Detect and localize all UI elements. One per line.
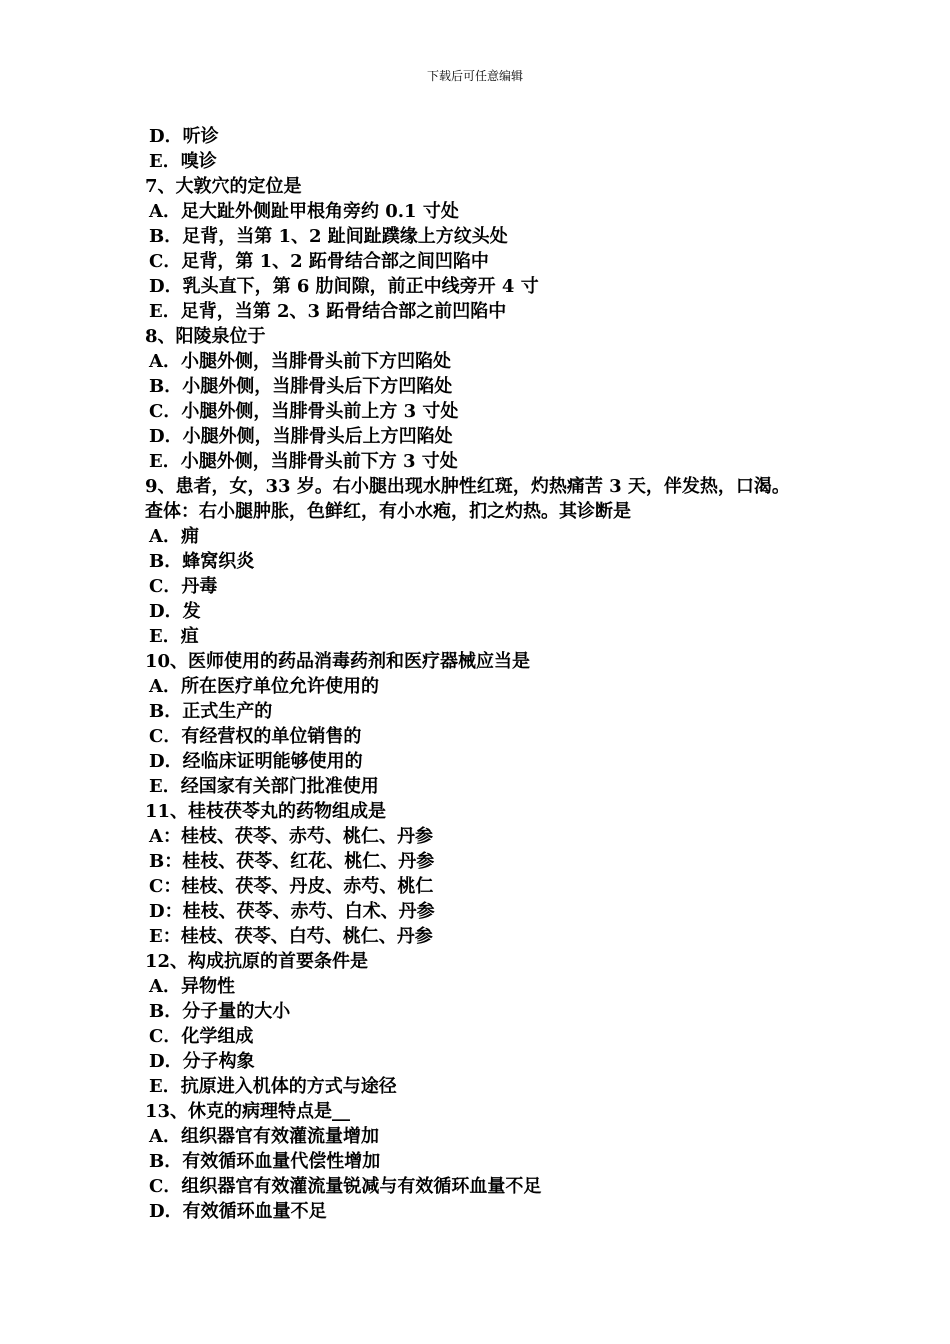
answer-option: A．痈 — [149, 526, 199, 547]
answer-option: E．经国家有关部门批准使用 — [149, 776, 379, 797]
answer-option: C．化学组成 — [149, 1026, 254, 1047]
answer-option: B．正式生产的 — [149, 701, 273, 722]
answer-option: A．所在医疗单位允许使用的 — [149, 676, 379, 697]
question-text: 7、大敦穴的定位是 — [145, 176, 302, 197]
question-text: 10、医师使用的药品消毒药剂和医疗器械应当是 — [145, 651, 531, 672]
answer-option: C．组织器官有效灌流量锐减与有效循环血量不足 — [149, 1176, 542, 1197]
answer-option: E．足背，当第 2、3 跖骨结合部之前凹陷中 — [149, 301, 507, 322]
question-text: 13、休克的病理特点是__ — [145, 1101, 351, 1122]
answer-option: A．组织器官有效灌流量增加 — [149, 1126, 379, 1147]
answer-option: B．小腿外侧，当腓骨头后下方凹陷处 — [149, 376, 453, 397]
answer-option: D：桂枝、茯苓、赤芍、白术、丹参 — [149, 901, 435, 922]
question-text: 12、构成抗原的首要条件是 — [145, 951, 369, 972]
answer-option: D．发 — [149, 601, 201, 622]
answer-option: C．小腿外侧，当腓骨头前上方 3 寸处 — [149, 401, 459, 422]
answer-option: B．蜂窝织炎 — [149, 551, 255, 572]
answer-option: E．小腿外侧，当腓骨头前下方 3 寸处 — [149, 451, 458, 472]
answer-option: B．有效循环血量代偿性增加 — [149, 1151, 381, 1172]
answer-option: D．小腿外侧，当腓骨头后上方凹陷处 — [149, 426, 453, 447]
question-text: 11、桂枝茯苓丸的药物组成是 — [145, 801, 387, 822]
answer-option: A：桂枝、茯苓、赤芍、桃仁、丹参 — [149, 826, 433, 847]
answer-option: E．疽 — [149, 626, 199, 647]
answer-option: E．抗原进入机体的方式与途径 — [149, 1076, 397, 1097]
answer-option: A．异物性 — [149, 976, 235, 997]
answer-option: D．有效循环血量不足 — [149, 1201, 327, 1222]
answer-option: B：桂枝、茯苓、红花、桃仁、丹参 — [149, 851, 435, 872]
answer-option: D．听诊 — [149, 126, 219, 147]
answer-option: C：桂枝、茯苓、丹皮、赤芍、桃仁 — [149, 876, 434, 897]
answer-option: B．分子量的大小 — [149, 1001, 291, 1022]
document-body — [145, 124, 825, 1224]
answer-option: C．有经营权的单位销售的 — [149, 726, 362, 747]
answer-option: D．乳头直下，第 6 肋间隙，前正中线旁开 4 寸 — [149, 276, 539, 297]
answer-option: A．足大趾外侧趾甲根角旁约 0.1 寸处 — [149, 201, 459, 222]
question-text: 查体：右小腿肿胀，色鲜红，有小水疱，扪之灼热。其诊断是 — [145, 501, 631, 522]
answer-option: E．嗅诊 — [149, 151, 217, 172]
answer-option: B．足背，当第 1、2 趾间趾蹼缘上方纹头处 — [149, 226, 508, 247]
question-text: 8、阳陵泉位于 — [145, 326, 266, 347]
answer-option: D．分子构象 — [149, 1051, 255, 1072]
question-text: 9、患者，女，33 岁。右小腿出现水肿性红斑，灼热痛苦 3 天，伴发热，口渴。 — [145, 476, 790, 497]
answer-option: A．小腿外侧，当腓骨头前下方凹陷处 — [149, 351, 451, 372]
answer-option: E：桂枝、茯苓、白芍、桃仁、丹参 — [149, 926, 433, 947]
answer-option: C．足背，第 1、2 跖骨结合部之间凹陷中 — [149, 251, 489, 272]
answer-option: C．丹毒 — [149, 576, 218, 597]
answer-option: D．经临床证明能够使用的 — [149, 751, 363, 772]
page-header: 下载后可任意编辑 — [426, 69, 523, 83]
